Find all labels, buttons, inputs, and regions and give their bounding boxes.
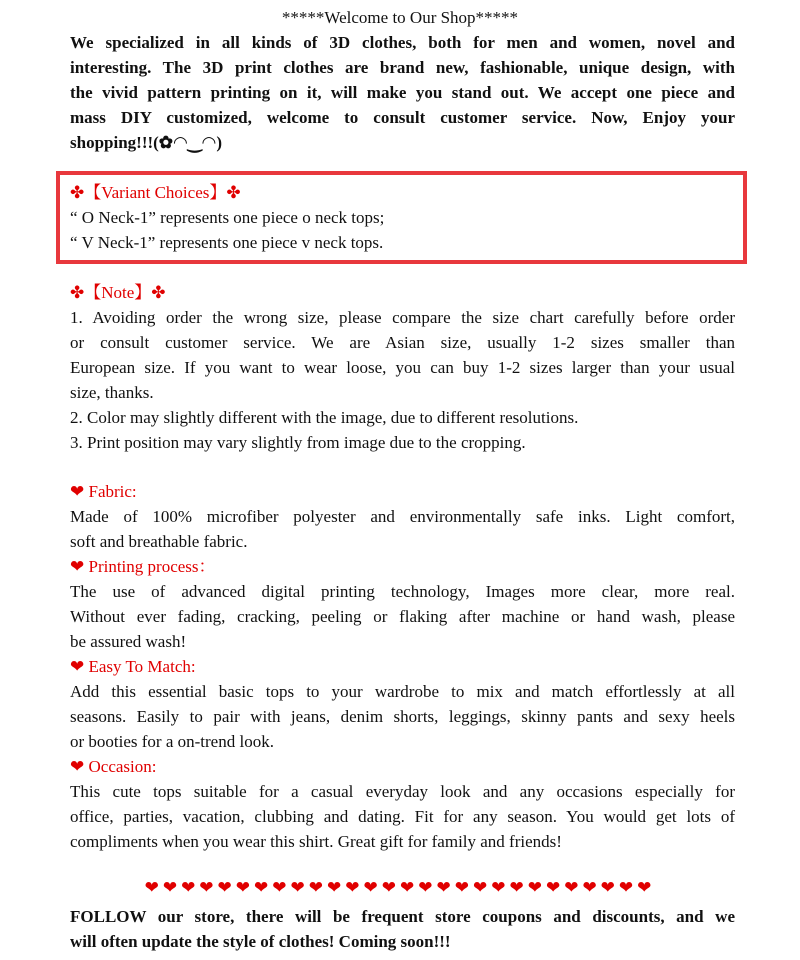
welcome-banner: *****Welcome to Our Shop***** [281,8,519,27]
intro-paragraph [70,30,735,155]
section-line: This cute tops suitable for a casual everyday look and any occasions especially for [70,782,735,801]
variant-item: “ V Neck-1” represents one piece v neck tops. [70,233,384,252]
variant-section [70,180,735,255]
section-heading: ❤ Fabric: [70,482,137,501]
intro-line: the vivid pattern printing on it, will make you stand out. We accept one piece and [70,83,735,102]
intro-line: interesting. The 3D print clothes are brand new, fashionable, unique design, with [70,58,735,77]
note-line: 1. Avoiding order the wrong size, please compare the size chart carefully before order [70,308,735,327]
variant-heading: ✤【Variant Choices】✤ [70,183,241,202]
section-line: seasons. Easily to pair with jeans, denim shorts, leggings, skinny pants and sexy heels [70,707,735,726]
variant-item: “ O Neck-1” represents one piece o neck tops; [70,208,385,227]
note-line: European size. If you want to wear loose, you can buy 1-2 sizes larger than your usual [70,358,735,377]
note-section [70,280,735,455]
intro-line: We specialized in all kinds of 3D clothes, both for men and women, novel and [70,33,735,52]
fabric-section [70,479,735,854]
note-line: size, thanks. [70,383,154,402]
section-line: office, parties, vacation, clubbing and dating. Fit for any season. You would get lots of [70,807,735,826]
note-line: 2. Color may slightly different with the image, due to different resolutions. [70,408,579,427]
footer-line: FOLLOW our store, there will be frequent store coupons and discounts, and we [70,907,735,926]
footer-line: will often update the style of clothes! Coming soon!!! [70,932,451,951]
note-line: or consult customer service. We are Asian size, usually 1-2 sizes smaller than [70,333,735,352]
section-line: Made of 100% microfiber polyester and environmentally safe inks. Light comfort, [70,507,735,526]
intro-line: shopping!!!(✿◠‿◠) [70,133,223,152]
note-heading: ✤【Note】✤ [70,283,166,302]
note-line: 3. Print position may vary slightly from image due to the cropping. [70,433,526,452]
footer-paragraph [70,904,735,954]
section-line: The use of advanced digital printing technology, Images more clear, more real. [70,582,735,601]
intro-line: mass DIY customized, welcome to consult customer service. Now, Enjoy your [70,108,735,127]
section-line: Add this essential basic tops to your wardrobe to mix and match effortlessly at all [70,682,735,701]
section-line: soft and breathable fabric. [70,532,248,551]
section-line: compliments when you wear this shirt. Great gift for family and friends! [70,832,562,851]
section-heading: ❤ Occasion: [70,757,157,776]
section-heading: ❤ Easy To Match: [70,657,196,676]
section-line: or booties for a on-trend look. [70,732,274,751]
section-line: Without ever fading, cracking, peeling or flaking after machine or hand wash, please [70,607,735,626]
section-heading: ❤ Printing process： [70,557,216,576]
heart-divider: ❤❤❤❤❤❤❤❤❤❤❤❤❤❤❤❤❤❤❤❤❤❤❤❤❤❤❤❤ [144,878,656,897]
section-line: be assured wash! [70,632,187,651]
